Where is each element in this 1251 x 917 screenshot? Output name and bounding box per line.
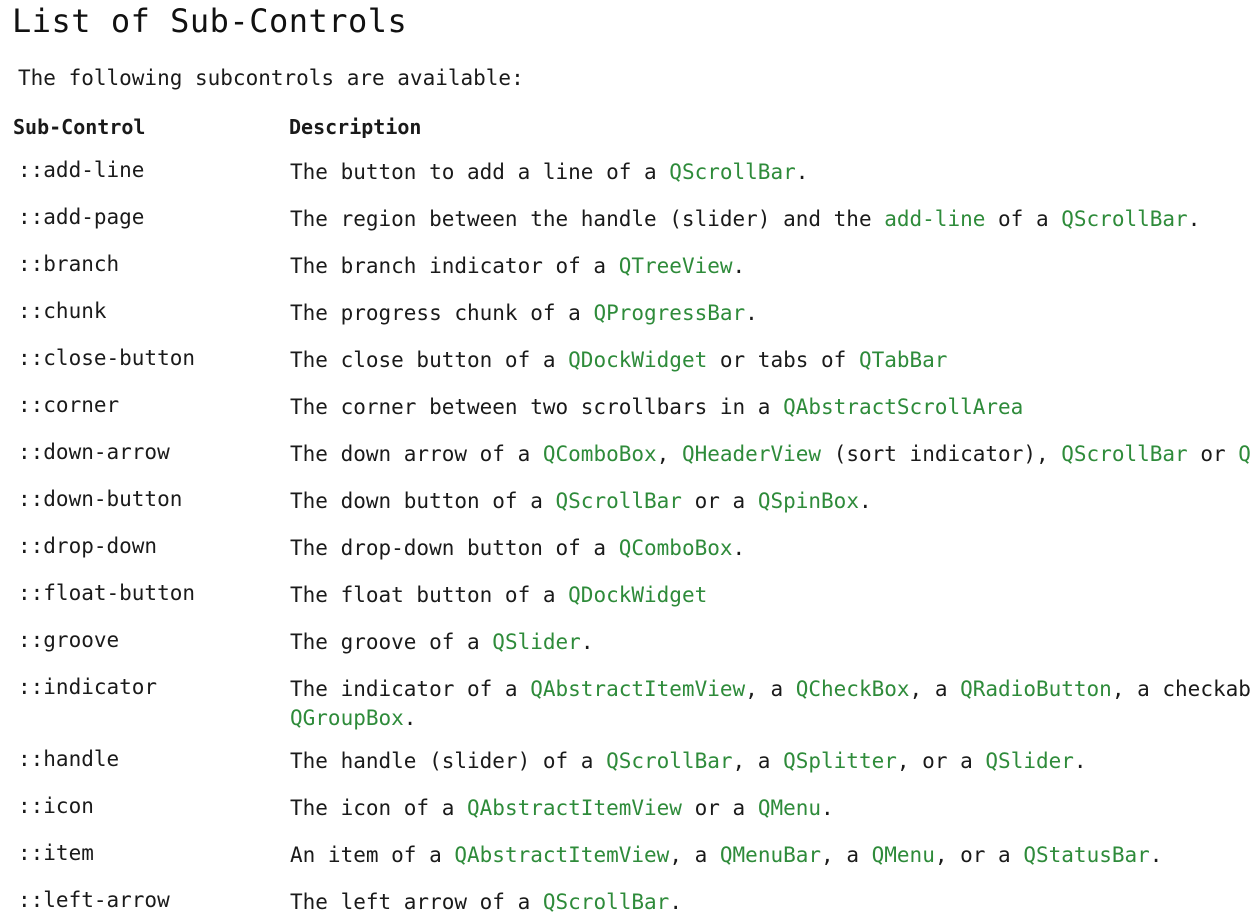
sub-control-description [290,888,1250,917]
description-text: or [1187,442,1239,466]
class-link[interactable]: add-line [884,207,986,231]
sub-control-name: ::indicator [18,675,158,699]
sub-control-name: ::item [18,841,94,865]
class-link[interactable]: Q [1238,442,1251,466]
description-text: . [732,536,746,560]
class-link[interactable]: QScrollBar [1061,442,1188,466]
description-line [290,534,1250,563]
class-link[interactable]: QScrollBar [669,160,796,184]
description-line [290,841,1250,870]
sub-control-description [290,440,1250,469]
description-text: The indicator of a [290,677,531,701]
class-link[interactable]: QScrollBar [606,749,733,773]
description-text: The drop-down button of a [290,536,619,560]
description-line [290,675,1250,704]
class-link[interactable]: QDockWidget [568,348,708,372]
sub-control-description [290,581,1250,610]
description-text: The icon of a [290,796,468,820]
description-line [290,794,1250,823]
sub-control-name: ::drop-down [18,534,158,558]
description-line [290,158,1250,187]
sub-control-description [290,747,1250,776]
description-text: . [745,301,758,325]
class-link[interactable]: QProgressBar [593,301,746,325]
description-text: . [403,706,417,730]
description-text: . [795,160,809,184]
description-text: The progress chunk of a [290,301,594,325]
description-text: The float button of a [290,583,569,607]
class-link[interactable]: QMenu [871,843,935,867]
description-text: (sort indicator), [821,442,1062,466]
sub-control-description [290,252,1250,281]
sub-control-description [290,841,1250,870]
class-link[interactable]: QCheckBox [795,677,910,701]
description-line [290,888,1250,917]
sub-control-name: ::icon [18,794,94,818]
sub-control-name: ::down-button [18,487,183,511]
class-link[interactable]: QComboBox [542,442,657,466]
class-link[interactable]: QAbstractItemView [454,843,670,867]
description-text: , a [669,843,720,867]
column-header-sub-control: Sub-Control [13,115,146,139]
description-text: . [580,630,594,654]
class-link[interactable]: QHeaderView [681,442,822,466]
description-text: The down arrow of a [290,442,543,466]
description-line [290,704,1250,733]
class-link[interactable]: QTabBar [858,348,948,372]
sub-control-name: ::float-button [18,581,196,605]
sub-control-description [290,534,1250,563]
class-link[interactable]: QGroupBox [290,706,404,730]
description-text: The corner between two scrollbars in a [290,395,784,419]
description-text: The handle (slider) of a [290,749,607,773]
class-link[interactable]: QScrollBar [555,489,682,513]
sub-control-name: ::groove [18,628,120,652]
class-link[interactable]: QAbstractScrollArea [783,395,1024,419]
description-line [290,252,1250,281]
description-text: , a [821,843,872,867]
class-link[interactable]: QScrollBar [1061,207,1188,231]
class-link[interactable]: QSplitter [783,749,897,773]
description-text: , a checkab [1111,677,1251,701]
description-line [290,581,1250,610]
sub-control-description [290,346,1250,375]
sub-control-name: ::add-page [18,205,145,229]
description-text: The groove of a [290,630,493,654]
sub-control-name: ::down-arrow [18,440,170,464]
class-link[interactable]: QSpinBox [757,489,859,513]
sub-control-name: ::corner [18,393,120,417]
description-line [290,487,1250,516]
column-header-description: Description [289,115,422,139]
description-line [290,299,1250,328]
class-link[interactable]: QTreeView [618,254,733,278]
description-text: . [1073,749,1087,773]
description-text: , or a [896,749,986,773]
class-link[interactable]: QStatusBar [1023,843,1150,867]
description-text: The region between the handle (slider) and the [290,207,885,231]
class-link[interactable]: QMenu [757,796,822,820]
sub-control-name: ::close-button [18,346,196,370]
class-link[interactable]: QRadioButton [960,677,1112,701]
sub-control-description [290,628,1250,657]
class-link[interactable]: QAbstractItemView [467,796,682,820]
description-line [290,205,1250,234]
sub-control-name: ::handle [18,747,120,771]
description-text: , a [745,677,796,701]
sub-control-description [290,393,1250,422]
description-line [290,747,1250,776]
description-text: or tabs of [707,348,859,372]
description-text: of a [985,207,1062,231]
class-link[interactable]: QMenuBar [719,843,822,867]
class-link[interactable]: QDockWidget [568,583,708,607]
page-title: List of Sub-Controls [12,2,408,40]
sub-control-description [290,158,1250,187]
sub-control-description [290,675,1250,733]
description-text: . [669,890,682,914]
description-text: The branch indicator of a [290,254,619,278]
class-link[interactable]: QAbstractItemView [530,677,746,701]
description-text: . [821,796,834,820]
class-link[interactable]: QComboBox [618,536,733,560]
description-text: . [1149,843,1163,867]
description-text: . [732,254,746,278]
class-link[interactable]: QSlider [492,630,581,654]
description-text: The button to add a line of a [290,160,670,184]
description-text: , a [732,749,784,773]
description-text: , [656,442,682,466]
description-line [290,393,1250,422]
description-text: or a [681,796,758,820]
sub-control-description [290,487,1250,516]
class-link[interactable]: QSlider [985,749,1074,773]
description-text: . [858,489,872,513]
sub-control-name: ::branch [18,252,120,276]
description-text: An item of a [290,843,455,867]
sub-control-description [290,794,1250,823]
sub-control-description [290,299,1250,328]
description-line [290,628,1250,657]
description-line [290,346,1250,375]
intro-text: The following subcontrols are available: [18,66,524,90]
description-text: The left arrow of a [290,890,543,914]
description-text: , or a [934,843,1024,867]
description-text: , a [909,677,961,701]
description-text: The down button of a [290,489,556,513]
sub-control-name: ::chunk [18,299,107,323]
sub-control-name: ::left-arrow [18,888,170,912]
description-line [290,440,1250,469]
description-text: The close button of a [290,348,569,372]
class-link[interactable]: QScrollBar [542,890,670,914]
description-text: . [1187,207,1201,231]
sub-control-name: ::add-line [18,158,145,182]
sub-control-description [290,205,1250,234]
description-text: or a [681,489,758,513]
